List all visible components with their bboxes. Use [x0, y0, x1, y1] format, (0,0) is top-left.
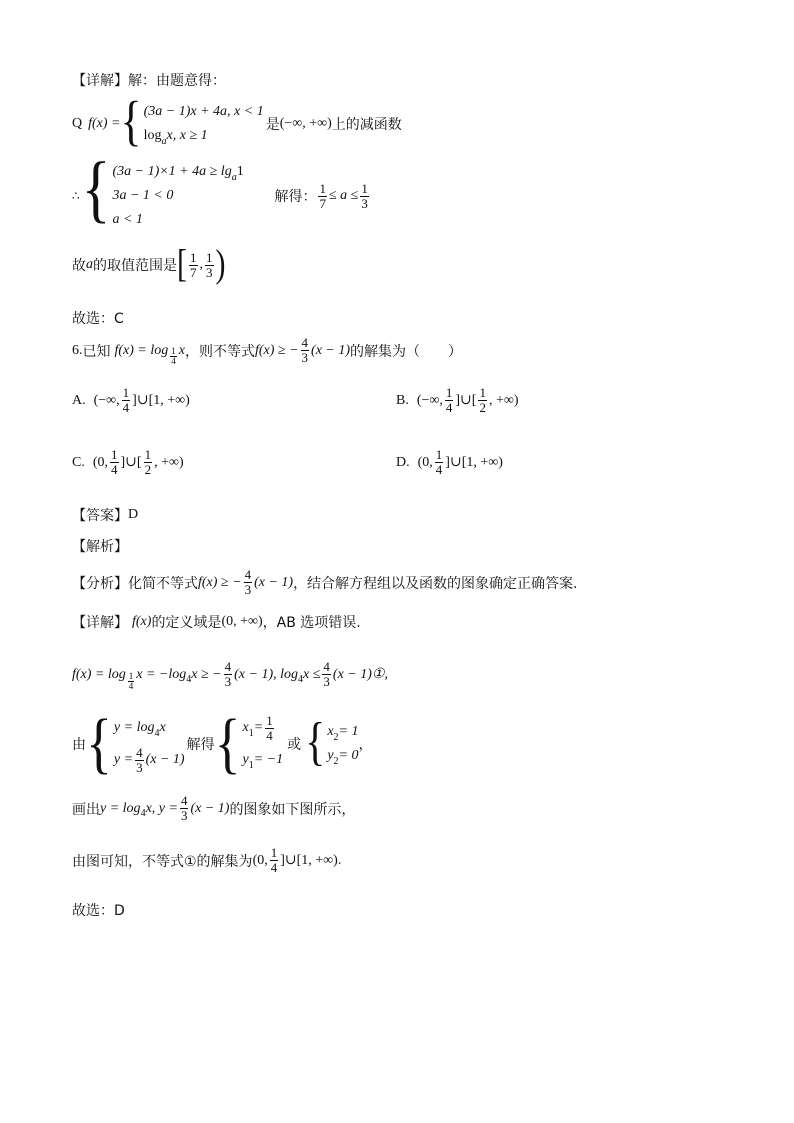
range-lead: 故 — [72, 258, 86, 274]
range-close-bracket: ) — [215, 242, 226, 286]
option-b[interactable] — [396, 386, 519, 415]
frac-den: 3 — [244, 582, 252, 597]
chain-4-sub: 4 — [298, 674, 303, 685]
q6-number: 6. — [72, 342, 83, 358]
frac-den: 3 — [136, 759, 143, 775]
q6-choose: 故选：D — [72, 903, 125, 919]
s1x-sub: 1 — [248, 727, 254, 739]
piece-2-log: log — [143, 128, 162, 143]
is-text: 是 — [265, 117, 280, 133]
eq2-frac — [135, 746, 144, 775]
option-b-part3: , +∞) — [488, 392, 519, 408]
option-c-frac — [110, 448, 119, 477]
option-b-frac-2 — [478, 386, 487, 415]
domain-f: f(x) — [132, 614, 152, 629]
q5-choose: 故选：C — [72, 311, 124, 327]
left-brace-3: { — [86, 705, 112, 781]
frac-num: 1 — [319, 180, 326, 196]
s2y-sub: 2 — [333, 755, 339, 767]
frac-den: 3 — [224, 674, 232, 689]
chain-2: x = −log — [136, 666, 187, 682]
chain-6: (x − 1)①, — [332, 667, 388, 682]
answer-line — [72, 505, 138, 525]
draw-line — [72, 794, 355, 823]
option-d[interactable] — [396, 448, 503, 477]
q6-log-base — [170, 347, 177, 366]
frac-den: 3 — [206, 264, 213, 280]
frac-den: 7 — [319, 195, 326, 211]
inequality-system — [81, 147, 263, 232]
piece-2-sub: a — [161, 135, 167, 147]
detail-tag-2: 【详解】 — [72, 615, 128, 631]
frac-num: 1 — [445, 385, 453, 400]
frac-num: 4 — [323, 659, 330, 674]
left-brace: { — [120, 90, 142, 152]
interval: (−∞, +∞) — [279, 116, 332, 131]
fenxi-text-1: 化简不等式 — [128, 575, 198, 592]
frac-num: 1 — [270, 845, 278, 860]
s1x-frac — [265, 714, 274, 743]
q6-ineq-lhs: f(x) ≥ − — [254, 342, 299, 358]
fig-end: . — [337, 852, 342, 868]
s1y: y — [242, 752, 249, 767]
option-d-frac — [435, 448, 444, 477]
frac-den: 2 — [144, 462, 152, 477]
sys-row-1-rest: 1 — [236, 164, 244, 179]
fraction-1-3 — [360, 182, 369, 211]
range-text: 的取值范围是 — [93, 258, 177, 274]
s2x-sub: 2 — [333, 731, 339, 743]
jiede-text: 解得 — [186, 737, 215, 753]
option-b-part2: ]∪[ — [455, 393, 477, 408]
domain-text: 的定义域是 — [151, 615, 222, 631]
left-brace-4: { — [214, 705, 241, 781]
you-text: 由 — [72, 737, 86, 753]
range-var: a — [86, 257, 93, 272]
frac-den: 3 — [323, 674, 330, 689]
option-d-label: D. — [396, 454, 410, 470]
detail-text: 解：由题意得： — [128, 73, 226, 89]
fig-b: ]∪[1, +∞) — [280, 853, 338, 868]
sys-row-1: (3a − 1)×1 + 4a ≥ lg — [112, 164, 232, 179]
eq1-rest: x — [159, 720, 166, 735]
sys-row-3: a < 1 — [112, 212, 143, 227]
frac-num: 1 — [171, 346, 176, 356]
function-label: f(x) = — [88, 116, 121, 131]
fenxi-lhs: f(x) ≥ − — [198, 574, 242, 590]
option-a-label: A. — [72, 392, 86, 408]
q6-stem — [72, 336, 462, 365]
s2y-eq: = 0 — [338, 748, 359, 763]
analysis-tag: 【解析】 — [72, 539, 128, 555]
s1y-eq: = −1 — [253, 752, 284, 767]
q5-system-line — [72, 147, 371, 232]
frac-den: 4 — [171, 356, 176, 366]
eq1: y = log — [113, 720, 155, 735]
fig-frac — [270, 846, 279, 875]
q6-ineq-frac — [301, 336, 310, 365]
option-a-part2: ]∪[1, +∞) — [132, 393, 190, 408]
range-frac-2 — [205, 251, 214, 280]
because-symbol: Q — [72, 116, 83, 131]
option-a-frac — [122, 386, 131, 415]
range-frac-1 — [189, 251, 198, 280]
system-solve-line — [72, 705, 373, 781]
huo-text: 或 — [287, 737, 302, 753]
option-d-part2: ]∪[1, +∞) — [445, 455, 503, 470]
chain-frac-2 — [322, 660, 331, 689]
q6-ineq-rhs: (x − 1) — [311, 342, 351, 358]
equation-system — [86, 705, 185, 781]
q6-fdef: f(x) = log — [114, 342, 169, 358]
s2x: x — [327, 724, 334, 739]
chain-line — [72, 660, 388, 689]
s1x: x — [242, 720, 249, 735]
option-c-part1: (0, — [92, 454, 109, 470]
sys-row-1-sub: a — [231, 171, 237, 183]
frac-num: 1 — [479, 385, 486, 400]
option-b-label: B. — [396, 392, 409, 408]
q6-then: ，则不等式 — [184, 343, 255, 360]
fenxi-rhs: (x − 1) — [254, 574, 294, 590]
fraction-1-7 — [318, 182, 327, 211]
frac-den: 4 — [266, 727, 273, 743]
draw-frac — [180, 794, 189, 823]
chain-4: (x − 1), log — [234, 666, 298, 682]
q5-piecewise-line — [72, 90, 402, 152]
q6-fdef-x: x — [178, 342, 185, 358]
frac-den: 4 — [111, 462, 118, 477]
frac-den: 3 — [301, 350, 309, 365]
draw-eq-3: (x − 1) — [190, 800, 230, 816]
s2y: y — [327, 748, 334, 763]
fenxi-line — [72, 568, 578, 597]
frac-den: 4 — [128, 681, 134, 691]
fig-a: (0, — [252, 852, 268, 868]
sys-row-2: 3a − 1 < 0 — [112, 188, 174, 203]
draw-sub: 4 — [140, 808, 146, 819]
option-a-part1: (−∞, — [93, 392, 120, 408]
option-c-part3: , +∞) — [154, 454, 184, 470]
s1y-sub: 1 — [248, 759, 254, 771]
option-c-label: C. — [72, 454, 85, 470]
q6-solution-set: 的解集为（ ） — [350, 343, 463, 360]
fenxi-frac — [244, 568, 253, 597]
q6-known: 已知 — [82, 343, 111, 360]
frac-num: 1 — [266, 712, 273, 728]
s2x-eq: = 1 — [338, 724, 359, 739]
detail-domain-line — [72, 612, 361, 632]
domain-rest: ，AB 选项错误. — [262, 615, 361, 631]
frac-num: 1 — [111, 447, 118, 462]
chain-log-base — [128, 672, 135, 691]
piece-2-rest: x, x ≥ 1 — [166, 128, 208, 143]
therefore-symbol: ∴ — [72, 188, 80, 203]
frac-den: 4 — [445, 400, 453, 415]
detail-heading — [72, 70, 226, 90]
option-a[interactable] — [72, 386, 190, 415]
piecewise-system — [120, 90, 264, 152]
eq2: y = — [113, 752, 134, 767]
frac-den: 7 — [190, 264, 197, 280]
chain-5: x ≤ — [303, 666, 321, 682]
option-b-frac — [445, 386, 454, 415]
option-b-part1: (−∞, — [416, 392, 443, 408]
frac-num: 1 — [122, 385, 130, 400]
frac-num: 4 — [224, 659, 232, 674]
range-comma: , — [199, 257, 203, 272]
answer-value: D — [128, 507, 139, 522]
piece-1: (3a − 1)x + 4a, x < 1 — [143, 104, 264, 119]
frac-num: 4 — [136, 744, 143, 760]
chain-1: f(x) = log — [72, 666, 126, 682]
frac-num: 4 — [244, 567, 252, 582]
option-c-part2: ]∪[ — [120, 455, 142, 470]
figure-conclusion-line — [72, 846, 341, 875]
solution-2 — [305, 714, 359, 772]
frac-num: 1 — [435, 447, 443, 462]
chain-frac-1 — [224, 660, 233, 689]
q5-range-line — [72, 242, 226, 286]
fenxi-text-2: ，结合解方程组以及函数的图象确定正确答案. — [293, 575, 578, 592]
s-end: ， — [358, 737, 373, 753]
chain-2-sub: 4 — [186, 674, 192, 685]
frac-num: 1 — [144, 447, 152, 462]
eq2-rest: (x − 1) — [145, 752, 185, 767]
fenxi-tag: 【分析】 — [72, 575, 128, 592]
frac-den: 4 — [435, 462, 443, 477]
frac-num: 4 — [180, 793, 188, 808]
frac-num: 1 — [206, 249, 213, 265]
frac-num: 1 — [128, 671, 134, 681]
frac-den: 3 — [361, 195, 368, 211]
draw-text-2: 的图象如下图所示， — [229, 801, 356, 818]
decreasing-text: 上的减函数 — [331, 117, 402, 133]
detail-tag: 【详解】 — [72, 73, 128, 89]
frac-den: 4 — [270, 860, 278, 875]
draw-eq: y = log — [100, 800, 141, 816]
draw-eq-2: x, y = — [145, 800, 178, 816]
chain-3: x ≥ − — [191, 666, 222, 682]
left-brace-2: { — [81, 147, 111, 230]
left-brace-5: { — [305, 714, 326, 772]
option-c[interactable] — [72, 448, 184, 477]
frac-den: 4 — [122, 400, 130, 415]
solve-text: 解得： — [274, 189, 317, 205]
frac-num: 1 — [361, 180, 368, 196]
frac-den: 2 — [479, 400, 486, 415]
eq1-sub: 4 — [154, 727, 160, 739]
option-d-part1: (0, — [417, 454, 433, 470]
domain-interval: (0, +∞) — [221, 614, 263, 629]
answer-tag: 【答案】 — [72, 508, 128, 524]
draw-text-1: 画出 — [72, 801, 100, 818]
fig-text: 由图可知，不等式①的解集为 — [72, 853, 253, 870]
sol-middle: ≤ a ≤ — [328, 188, 359, 203]
range-open-bracket: [ — [177, 242, 187, 286]
option-c-frac-2 — [144, 448, 153, 477]
solution-1 — [214, 705, 284, 781]
s1x-eq: = — [253, 720, 264, 735]
frac-num: 1 — [190, 249, 197, 265]
frac-num: 4 — [301, 335, 309, 350]
frac-den: 3 — [180, 808, 188, 823]
